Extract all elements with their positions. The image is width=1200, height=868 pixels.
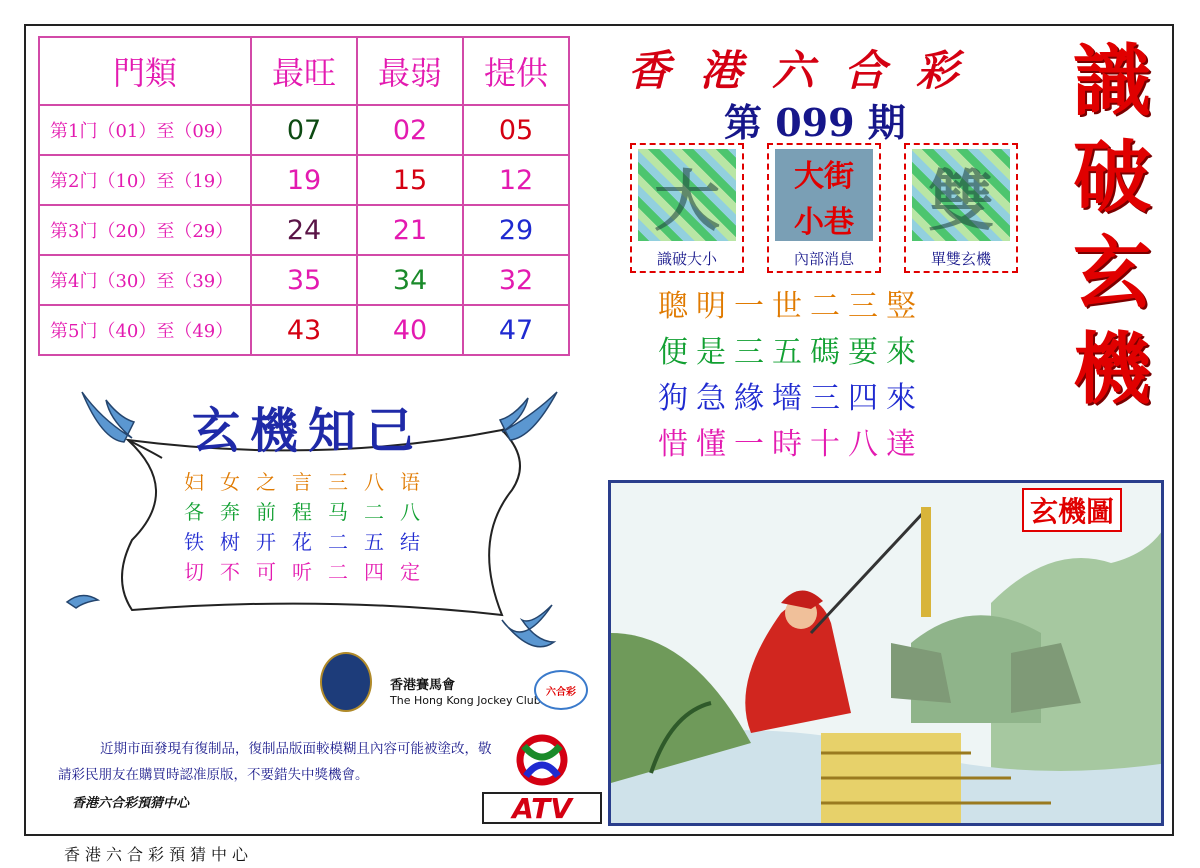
atv-wordmark: ATV: [482, 792, 602, 824]
cell-value: 35: [251, 255, 357, 305]
obscured-glyph: 大: [654, 162, 720, 240]
header-category: 門類: [39, 37, 251, 105]
poem-line: 聰明一世二三竪: [658, 289, 924, 324]
cell-value: 02: [357, 105, 463, 155]
row-label: 第2门（10）至（19）: [39, 155, 251, 205]
mark-six-logo: 六合彩: [534, 670, 588, 710]
bird-icon: [67, 595, 98, 608]
row-label: 第3门（20）至（29）: [39, 205, 251, 255]
footer-text: 香港六合彩預猜中心: [64, 845, 254, 864]
header-weakest: 最弱: [357, 37, 463, 105]
signature: 香港六合彩預猜中心: [72, 796, 190, 811]
hint-box-caption: 內部消息: [793, 250, 854, 268]
cell-value: 12: [463, 155, 569, 205]
hint-box-inside-news: [767, 143, 881, 273]
row-label: 第5门（40）至（49）: [39, 305, 251, 355]
vertical-title-char: 玄: [1072, 228, 1151, 319]
painting-label: 玄機圖: [1022, 488, 1122, 532]
number-table: [38, 36, 570, 356]
poem-line: 便是三五碼要來: [658, 335, 924, 370]
notice-text: 近期市面發現有復制品，復制品版面較模糊且內容可能被塗改，敬請彩民朋友在購買時認准原版，不要錯失中獎機會。: [58, 741, 492, 783]
cell-value: 34: [357, 255, 463, 305]
bird-icon: [82, 392, 134, 442]
cell-value: 07: [251, 105, 357, 155]
cell-value: 24: [251, 205, 357, 255]
bird-icon: [502, 605, 554, 647]
cell-value: 21: [357, 205, 463, 255]
hkjc-name-en: The Hong Kong Jockey Club: [390, 694, 541, 707]
fisherman-painting: [611, 483, 1164, 826]
table-row: [39, 105, 569, 155]
row-label: 第4门（30）至（39）: [39, 255, 251, 305]
table-row: [39, 255, 569, 305]
cell-value: 15: [357, 155, 463, 205]
cell-value: 47: [463, 305, 569, 355]
verse-line: 各奔前程马二八: [184, 500, 436, 524]
atv-logo: [482, 728, 602, 826]
cell-value: 29: [463, 205, 569, 255]
table-row: [39, 205, 569, 255]
table-header-row: [39, 37, 569, 105]
poem-line: 狗急緣墻三四來: [658, 381, 924, 416]
hint-box-caption: 識破大小: [656, 250, 717, 268]
hint-box-size: [630, 143, 744, 273]
banner-title: 玄機知己: [192, 403, 425, 459]
obscured-glyph: 雙: [928, 162, 994, 240]
cell-value: 05: [463, 105, 569, 155]
cell-value: 40: [357, 305, 463, 355]
vertical-title-char: 識: [1072, 36, 1151, 127]
header-hottest: 最旺: [251, 37, 357, 105]
vertical-title: [1062, 34, 1162, 418]
cell-value: 43: [251, 305, 357, 355]
verse-line: 妇女之言三八语: [184, 470, 436, 494]
verse-line: 切不可听二四定: [184, 560, 436, 584]
poem: [658, 284, 924, 468]
vertical-title-char: 破: [1072, 132, 1151, 223]
hint-box-odd-even: [904, 143, 1018, 273]
banner-verse: [184, 467, 436, 587]
hint-box-line1: 大街: [794, 159, 854, 194]
table-row: [39, 155, 569, 205]
cell-value: 19: [251, 155, 357, 205]
header-provided: 提供: [463, 37, 569, 105]
hint-box-caption: 單雙玄機: [930, 250, 991, 268]
hkjc-seal-icon: [320, 652, 372, 712]
bird-icon: [500, 392, 557, 440]
issue-number: 第 099 期: [724, 100, 906, 145]
vertical-title-char: 機: [1072, 324, 1151, 415]
cell-value: 32: [463, 255, 569, 305]
hint-box-line2: 小巷: [794, 205, 854, 240]
verse-line: 铁树开花二五结: [184, 530, 436, 554]
lottery-title: 香港六合彩: [628, 46, 989, 95]
hkjc-name-zh: 香港賽馬會: [390, 678, 456, 693]
row-label: 第1门（01）至（09）: [39, 105, 251, 155]
table-row: [39, 305, 569, 355]
atv-emblem-icon: [482, 728, 602, 792]
poem-line: 惜懂一時十八達: [658, 427, 924, 462]
